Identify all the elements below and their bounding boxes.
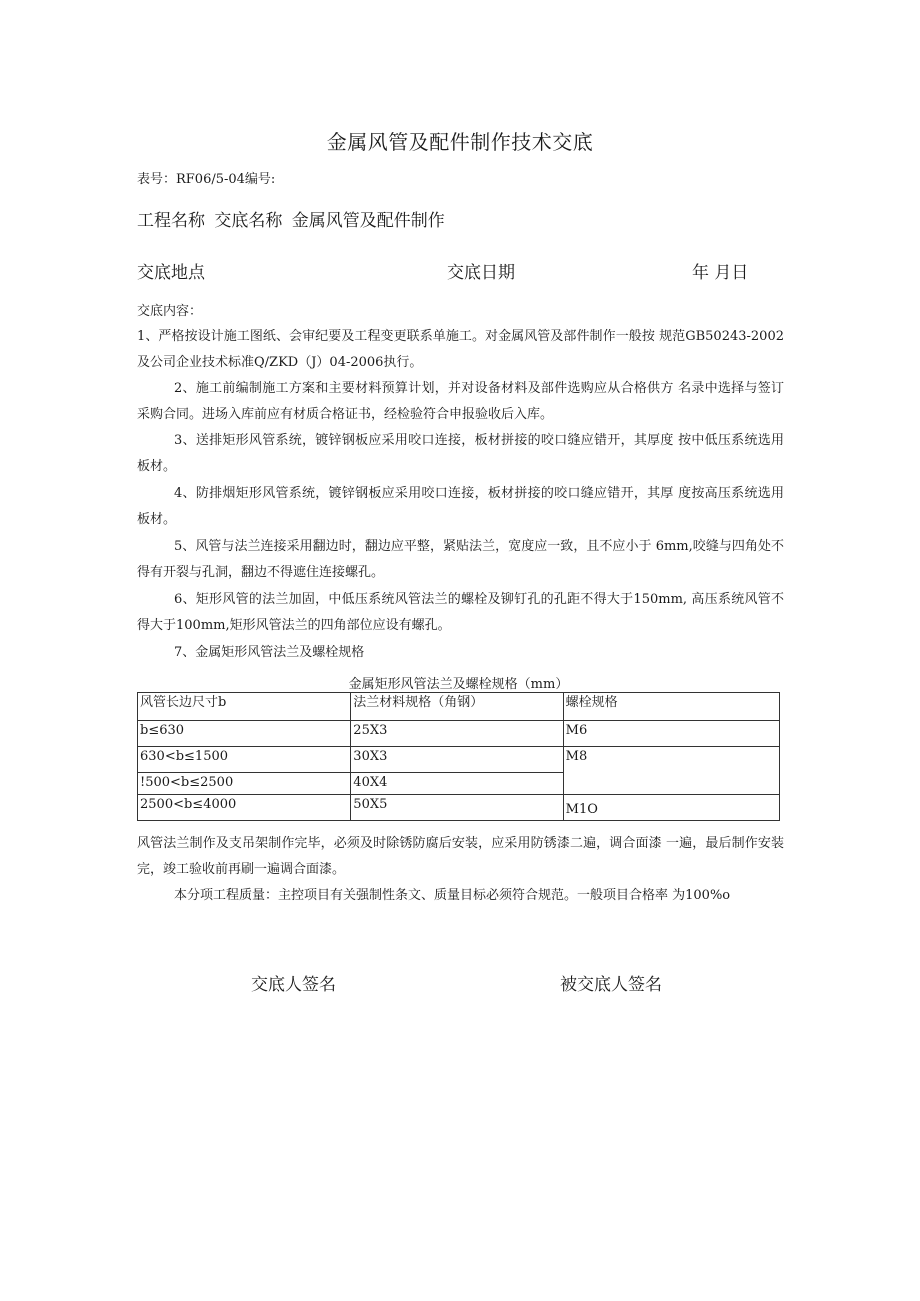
table-cell: M6 — [563, 721, 779, 747]
table-header-cell: 螺栓规格 — [563, 693, 779, 721]
table-row — [138, 721, 780, 747]
table-cell: M1O — [563, 795, 779, 821]
project-name-row: 工程名称 交底名称 金属风管及配件制作 — [137, 211, 445, 231]
table-caption: 金属矩形风管法兰及螺栓规格（mm） — [348, 677, 569, 692]
table-header-cell: 风管长边尺寸b — [138, 693, 351, 721]
table-cell: 50X5 — [351, 795, 563, 821]
paragraph-6: 6、矩形风管的法兰加固，中低压系统风管法兰的螺栓及铆钉孔的孔距不得大于150mm, 高压系统风管不得大于100mm,矩形风管法兰的四角部位应设有螺孔。 — [137, 592, 784, 633]
table-row — [138, 795, 780, 821]
receiver-signature-label: 被交底人签名 — [560, 975, 662, 995]
table-cell: b≤630 — [138, 721, 351, 747]
paragraph-5: 5、风管与法兰连接采用翻边时，翻边应平整，紧贴法兰，宽度应一致，且不应小于 6mm,咬缝与四角处不得有开裂与孔洞，翻边不得遮住连接螺孔。 — [137, 539, 784, 580]
table-row — [138, 747, 780, 773]
quality-paragraph: 本分项工程质量：主控项目有关强制性条文、质量目标必须符合规范。一般项目合格率 为100%o — [174, 888, 731, 903]
year-month-day-label: 年 月日 — [692, 263, 749, 283]
post-table-paragraph: 风管法兰制作及支吊架制作完毕，必须及时除锈防腐后安装，应采用防锈漆二遍，调合面漆 一遍，最后制作安装完，竣工验收前再刷一遍调合面漆。 — [137, 836, 784, 877]
table-cell: 40X4 — [351, 773, 563, 795]
table-cell: M8 — [563, 747, 779, 795]
table-cell: !500<b≤2500 — [138, 773, 351, 795]
table-cell: 630<b≤1500 — [138, 747, 351, 773]
handover-place-label: 交底地点 — [137, 263, 205, 283]
handover-signature-label: 交底人签名 — [251, 975, 336, 995]
content-heading: 交底内容： — [137, 304, 203, 319]
paragraph-7: 7、金属矩形风管法兰及螺栓规格 — [174, 645, 365, 660]
handover-date-label: 交底日期 — [447, 263, 515, 283]
table-header-cell: 法兰材料规格（角钢） — [351, 693, 563, 721]
document-title: 金属风管及配件制作技术交底 — [326, 130, 594, 154]
paragraph-2: 2、施工前编制施工方案和主要材料预算计划，并对设备材料及部件选购应从合格供方 名录中选择与签订采购合同。进场入库前应有材质合格证书，经检验符合申报验收后入库。 — [137, 381, 784, 422]
paragraph-3: 3、送排矩形风管系统，镀锌钢板应采用咬口连接，板材拼接的咬口缝应错开，其厚度 按中低压系统选用板材。 — [137, 433, 784, 474]
paragraph-1: 1、严格按设计施工图纸、会审纪要及工程变更联系单施工。对金属风管及部件制作一般按 规范GB50243-2002及公司企业技术标准Q/ZKD（J）04-2006执行。 — [137, 329, 784, 370]
paragraph-4: 4、防排烟矩形风管系统，镀锌钢板应采用咬口连接，板材拼接的咬口缝应错开，其厚 度按高压系统选用板材。 — [137, 486, 784, 527]
flange-bolt-spec-table — [137, 692, 780, 821]
table-cell: 25X3 — [351, 721, 563, 747]
form-number: 表号：RF06/5-04编号: — [137, 172, 276, 187]
table-cell: 30X3 — [351, 747, 563, 773]
table-cell: 2500<b≤4000 — [138, 795, 351, 821]
table-header-row — [138, 693, 780, 721]
